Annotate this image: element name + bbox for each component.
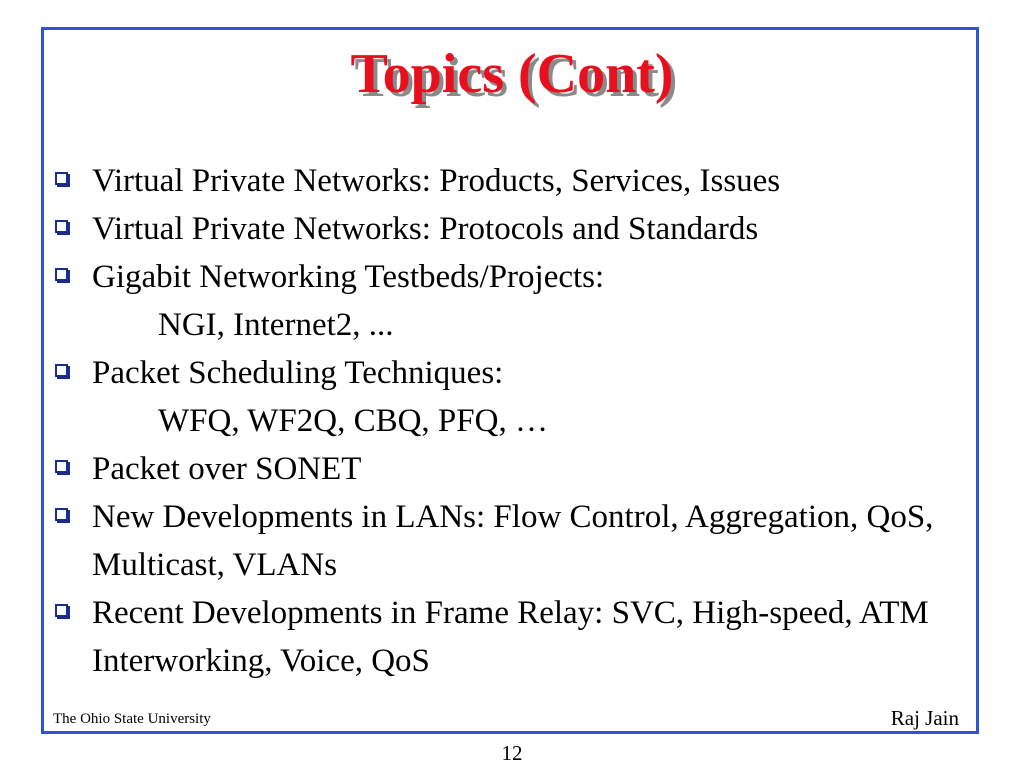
bullet-item [55,445,955,493]
footer-author: Raj Jain [890,706,959,730]
square-bullet-icon [55,268,68,281]
slide-title: Topics (Cont) [350,43,674,105]
bullet-subtext: NGI, Internet2, ... [158,307,394,343]
square-bullet-icon [55,460,68,473]
bullet-text: Virtual Private Networks: Products, Services, Issues [92,163,781,199]
square-bullet-icon [55,364,68,377]
bullet-item [55,205,955,253]
square-bullet-icon [55,220,68,233]
square-bullet-icon [55,508,68,521]
bullet-text: Packet Scheduling Techniques: [92,355,504,391]
bullet-item [55,253,955,349]
bullet-text: New Developments in LANs: Flow Control, Aggregation, QoS, Multicast, VLANs [92,499,934,583]
bullet-text: Virtual Private Networks: Protocols and Standards [92,211,759,247]
bullet-item [55,157,955,205]
bullet-list [55,157,955,685]
bullet-item [55,493,955,589]
bullet-text: Packet over SONET [92,451,362,487]
square-bullet-icon [55,172,68,185]
bullet-item [55,589,955,685]
bullet-text: Recent Developments in Frame Relay: SVC, High-speed, ATM Interworking, Voice, QoS [92,595,929,679]
bullet-subtext: WFQ, WF2Q, CBQ, PFQ, … [158,403,548,439]
footer-institution: The Ohio State University [53,711,211,727]
square-bullet-icon [55,604,68,617]
bullet-text: Gigabit Networking Testbeds/Projects: [92,259,605,295]
page-number: 12 [501,741,523,765]
bullet-item [55,349,955,445]
